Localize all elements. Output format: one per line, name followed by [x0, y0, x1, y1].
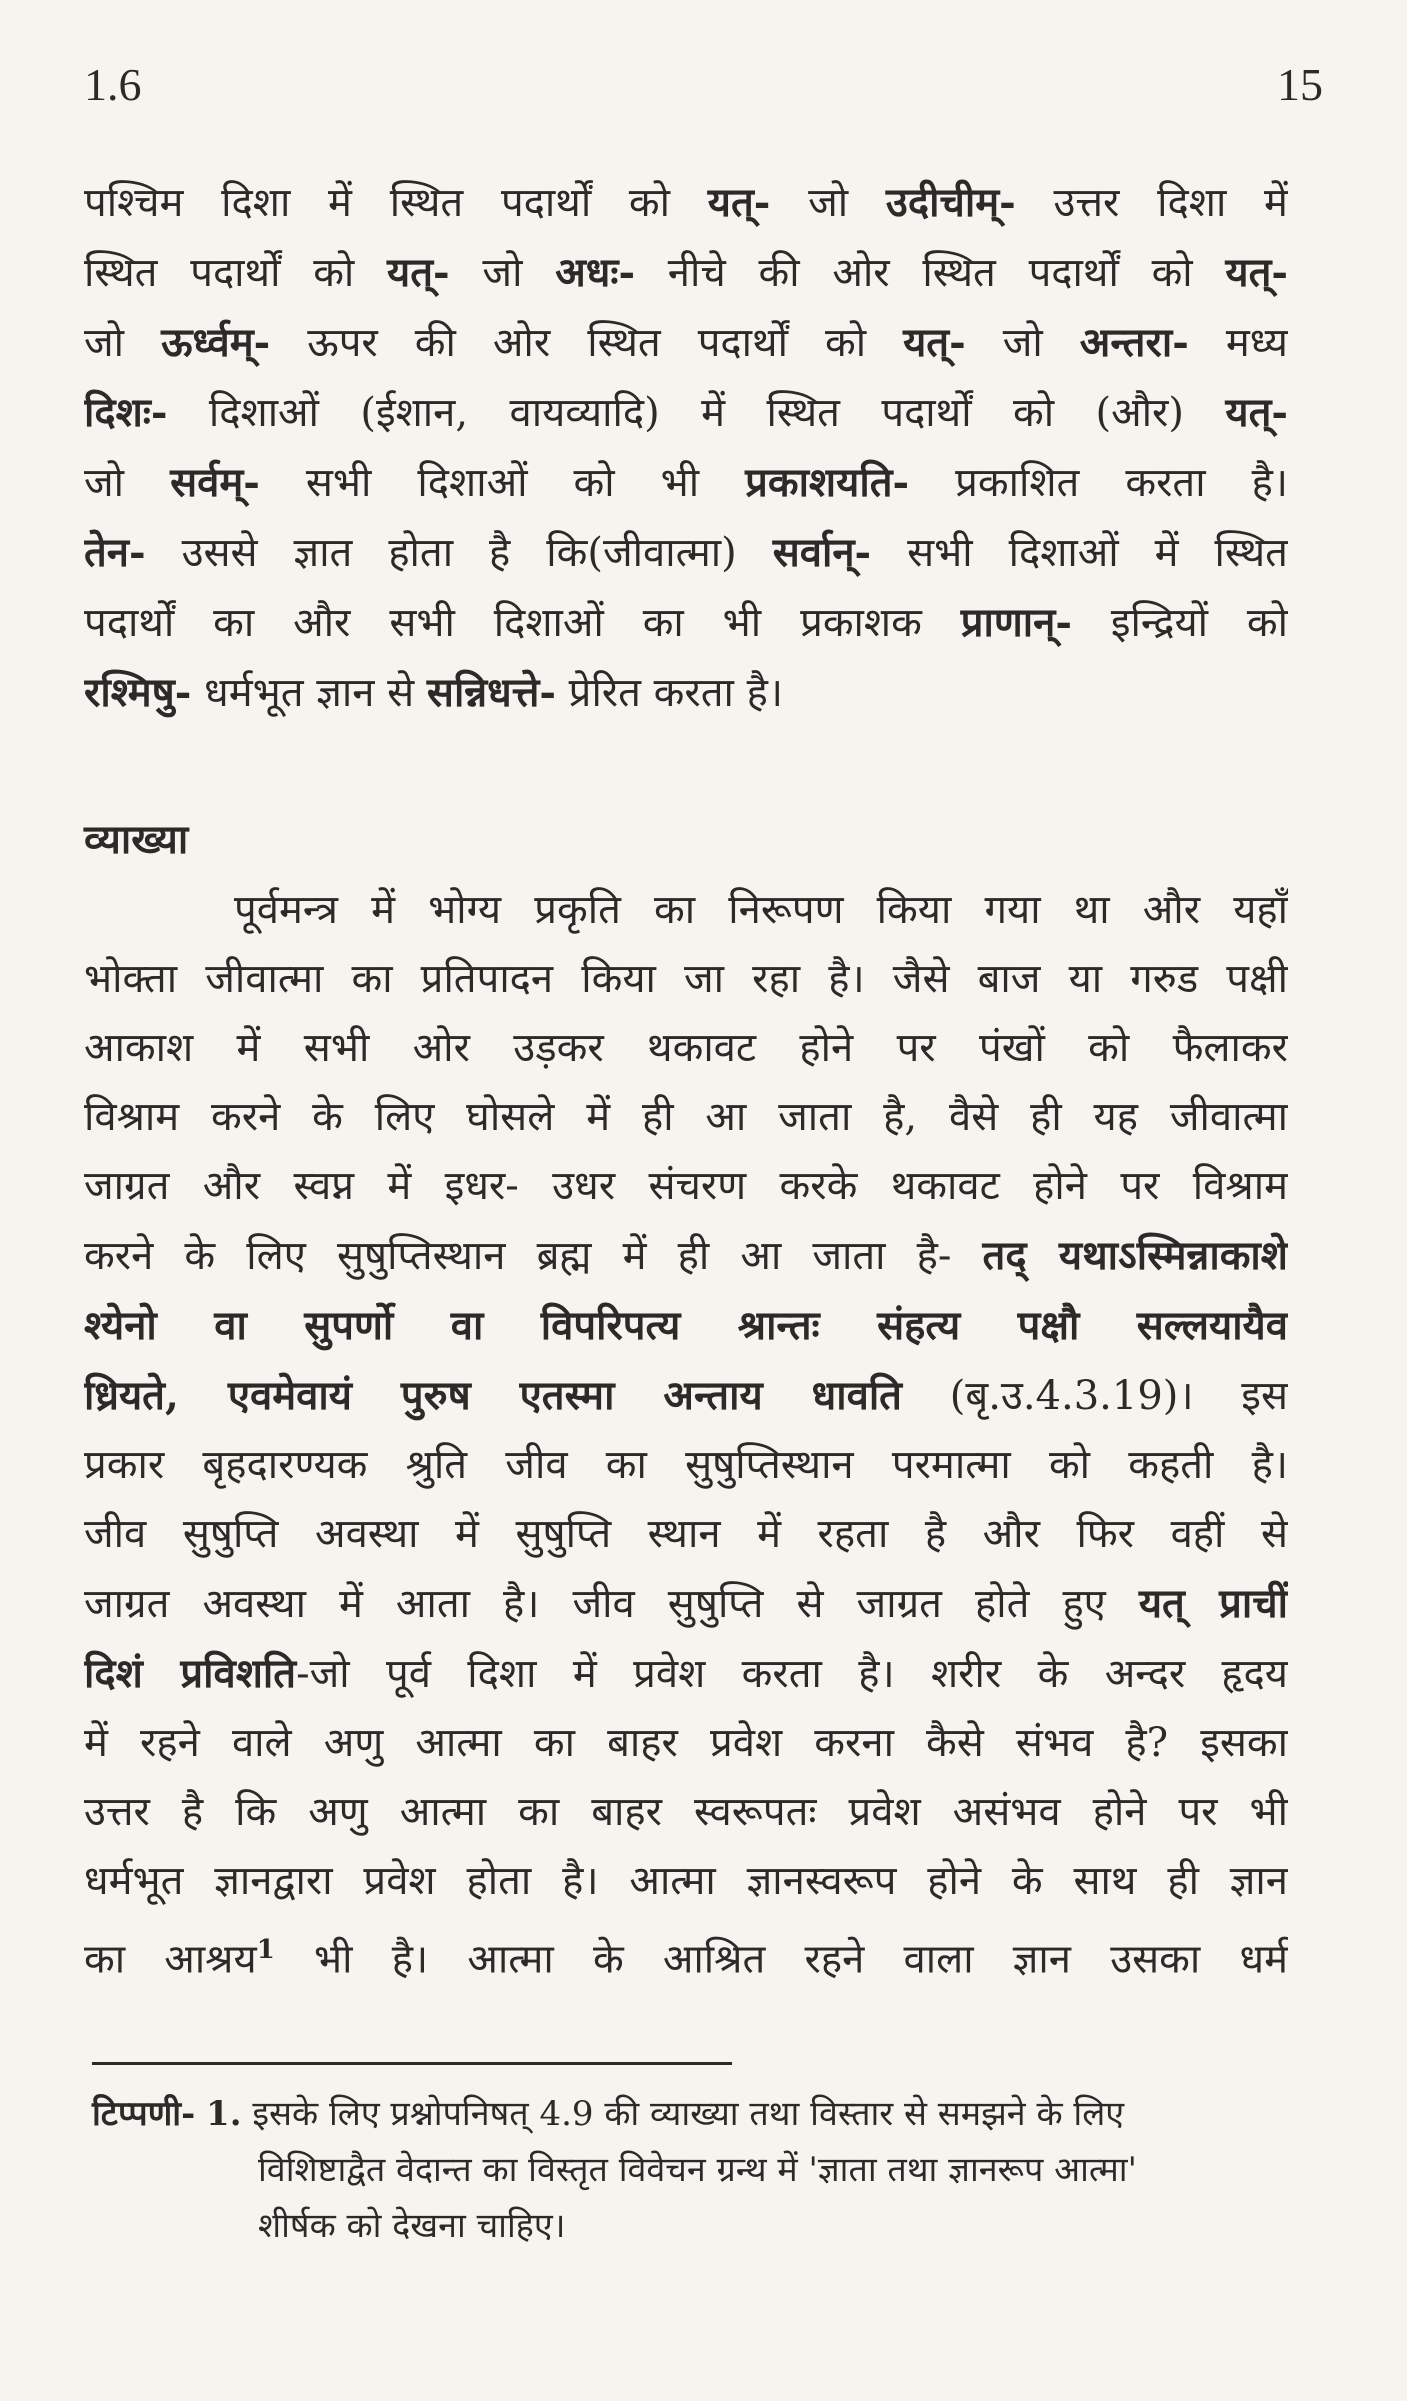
- word-meaning-paragraph: [84, 168, 1288, 728]
- text-run: आकाश में सभी ओर उड़कर थकावट होने पर पंखों को फैलाकर: [84, 1025, 1288, 1071]
- footnote-line: शीर्षक को देखना चाहिए।: [258, 2206, 566, 2246]
- text-line: [84, 945, 1288, 1014]
- section-number: 1.6: [84, 59, 142, 110]
- text-line: [84, 1083, 1288, 1152]
- sanskrit-term: यत्-: [707, 179, 771, 226]
- text-run: प्रकाशित करता है।: [909, 460, 1288, 506]
- footnote-ref: 1: [256, 1935, 275, 1965]
- text-line: [84, 238, 1288, 308]
- text-line: [84, 168, 1288, 238]
- text-line: [84, 1014, 1288, 1083]
- text-line: [84, 1291, 1288, 1361]
- sanskrit-term: श्येनो वा सुपर्णो वा विपरिपत्य श्रान्तः संहत्य पक्षौ सल्लयायैव: [84, 1302, 1288, 1349]
- text-line: [84, 308, 1288, 378]
- text-run: मध्य: [1188, 320, 1288, 366]
- sanskrit-term: प्राणान्-: [960, 599, 1072, 646]
- text-line: [84, 1916, 1288, 1994]
- sanskrit-term: सन्निधत्ते-: [426, 669, 556, 716]
- text-line: [84, 1500, 1288, 1569]
- text-run: धर्मभूत ज्ञानद्वारा प्रवेश होता है। आत्मा ज्ञानस्वरूप होने के साथ ही ज्ञान: [84, 1858, 1288, 1904]
- text-run: प्रेरित करता है।: [555, 670, 784, 716]
- text-run: उससे ज्ञात होता है कि(जीवात्मा): [145, 530, 773, 576]
- page-header: [84, 58, 1323, 118]
- sanskrit-term: सर्वम्-: [170, 459, 260, 506]
- text-run: जो: [84, 460, 171, 506]
- text-run: ऊपर की ओर स्थित पदार्थों को: [270, 320, 904, 366]
- text-run: सभी दिशाओं में स्थित: [871, 530, 1288, 576]
- text-run: धर्मभूत ज्ञान से: [191, 670, 427, 716]
- text-run: -जो पूर्व दिशा में प्रवेश करता है। शरीर के अन्दर हृदय: [296, 1651, 1288, 1697]
- explanation-paragraph: [84, 876, 1288, 1994]
- text-run: जो: [965, 320, 1080, 366]
- sanskrit-term: उदीचीम्-: [885, 179, 1016, 226]
- footnote-number: 1.: [206, 2094, 242, 2134]
- text-run: जाग्रत अवस्था में आता है। जीव सुषुप्ति से जाग्रत होते हुए: [84, 1581, 1139, 1627]
- footnote-line: [92, 2086, 1292, 2142]
- sanskrit-term: ऊर्ध्वम्-: [161, 319, 271, 366]
- page-number: 15: [1277, 59, 1323, 110]
- text-line: [84, 1639, 1288, 1709]
- text-run: में रहने वाले अणु आत्मा का बाहर प्रवेश करना कैसे संभव है? इसका: [84, 1720, 1288, 1766]
- sanskrit-term: तद् यथाऽस्मिन्नाकाशे: [982, 1232, 1288, 1279]
- text-line: [84, 518, 1288, 588]
- text-line: [84, 1431, 1288, 1500]
- text-line: [84, 1152, 1288, 1221]
- text-line: [84, 588, 1288, 658]
- text-run: जो: [770, 180, 886, 226]
- sanskrit-term: अधः-: [555, 249, 636, 296]
- text-run: जो: [84, 320, 162, 366]
- text-line: [84, 1778, 1288, 1847]
- text-run: उत्तर है कि अणु आत्मा का बाहर स्वरूपतः प्रवेश असंभव होने पर भी: [84, 1789, 1288, 1835]
- text-run: सभी दिशाओं को भी: [259, 460, 746, 506]
- footnote-line: विशिष्टाद्वैत वेदान्त का विस्तृत विवेचन ग्रन्थ में 'ज्ञाता तथा ज्ञानरूप आत्मा': [258, 2150, 1137, 2190]
- text-line: [84, 1709, 1288, 1778]
- footnote-divider: [92, 2062, 732, 2065]
- sanskrit-term: दिशः-: [84, 389, 168, 436]
- text-run: जाग्रत और स्वप्न में इधर- उधर संचरण करके थकावट होने पर विश्राम: [84, 1163, 1288, 1209]
- text-line: [84, 378, 1288, 448]
- sanskrit-term: तेन-: [84, 529, 146, 576]
- sanskrit-term: रश्मिषु-: [84, 669, 192, 716]
- text-line: [84, 1361, 1288, 1431]
- sanskrit-term: अन्तरा-: [1079, 319, 1189, 366]
- text-run: भोक्ता जीवात्मा का प्रतिपादन किया जा रहा है। जैसे बाज या गरुड पक्षी: [84, 956, 1288, 1002]
- text-line: [84, 1221, 1288, 1291]
- text-line: [84, 448, 1288, 518]
- sanskrit-term: दिशं प्रविशति: [84, 1650, 297, 1697]
- text-run: जीव सुषुप्ति अवस्था में सुषुप्ति स्थान में रहता है और फिर वहीं से: [84, 1511, 1288, 1557]
- text-run: दिशाओं (ईशान, वायव्यादि) में स्थित पदार्थों को (और): [167, 390, 1226, 436]
- text-run: का आश्रय: [84, 1936, 257, 1983]
- footnote-label: टिप्पणी-: [92, 2094, 196, 2134]
- text-run: उत्तर दिशा में: [1015, 180, 1288, 226]
- sanskrit-term: यत्-: [1225, 389, 1288, 436]
- text-run: इन्द्रियों को: [1071, 600, 1288, 646]
- text-line: [84, 876, 1288, 945]
- section-heading: व्याख्या: [84, 816, 189, 863]
- sanskrit-term: यत् प्राचीं: [1138, 1580, 1288, 1627]
- sanskrit-term: यत्-: [387, 249, 450, 296]
- text-run: नीचे की ओर स्थित पदार्थों को: [635, 250, 1226, 296]
- sanskrit-term: यत्-: [903, 319, 966, 366]
- text-run: स्थित पदार्थों को: [84, 250, 388, 296]
- text-run: विश्राम करने के लिए घोसले में ही आ जाता है, वैसे ही यह जीवात्मा: [84, 1094, 1288, 1140]
- text-run: करने के लिए सुषुप्तिस्थान ब्रह्म में ही आ जाता है-: [84, 1233, 983, 1279]
- text-line: [84, 1847, 1288, 1916]
- text-line: [84, 658, 1288, 728]
- text-line: [84, 1569, 1288, 1639]
- text-run: जो: [449, 250, 556, 296]
- text-run: पदार्थों का और सभी दिशाओं का भी प्रकाशक: [84, 600, 961, 646]
- footnote: [92, 2086, 1292, 2254]
- sanskrit-term: सर्वान्-: [772, 529, 872, 576]
- sanskrit-term: ध्रियते, एवमेवायं पुरुष एतस्मा अन्ताय धावति: [84, 1372, 902, 1419]
- text-run: प्रकार बृहदारण्यक श्रुति जीव का सुषुप्तिस्थान परमात्मा को कहती है।: [84, 1442, 1288, 1488]
- sanskrit-term: यत्-: [1225, 249, 1288, 296]
- text-run: भी है। आत्मा के आश्रित रहने वाला ज्ञान उसका धर्म: [274, 1936, 1288, 1983]
- text-run: पश्चिम दिशा में स्थित पदार्थों को: [84, 180, 708, 226]
- text-run: (बृ.उ.4.3.19)। इस: [901, 1373, 1288, 1419]
- footnote-text: इसके लिए प्रश्नोपनिषत् 4.9 की व्याख्या तथा विस्तार से समझने के लिए: [252, 2094, 1125, 2134]
- sanskrit-term: प्रकाशयति-: [745, 459, 910, 506]
- text-run: पूर्वमन्त्र में भोग्य प्रकृति का निरूपण किया गया था और यहाँ: [234, 887, 1288, 933]
